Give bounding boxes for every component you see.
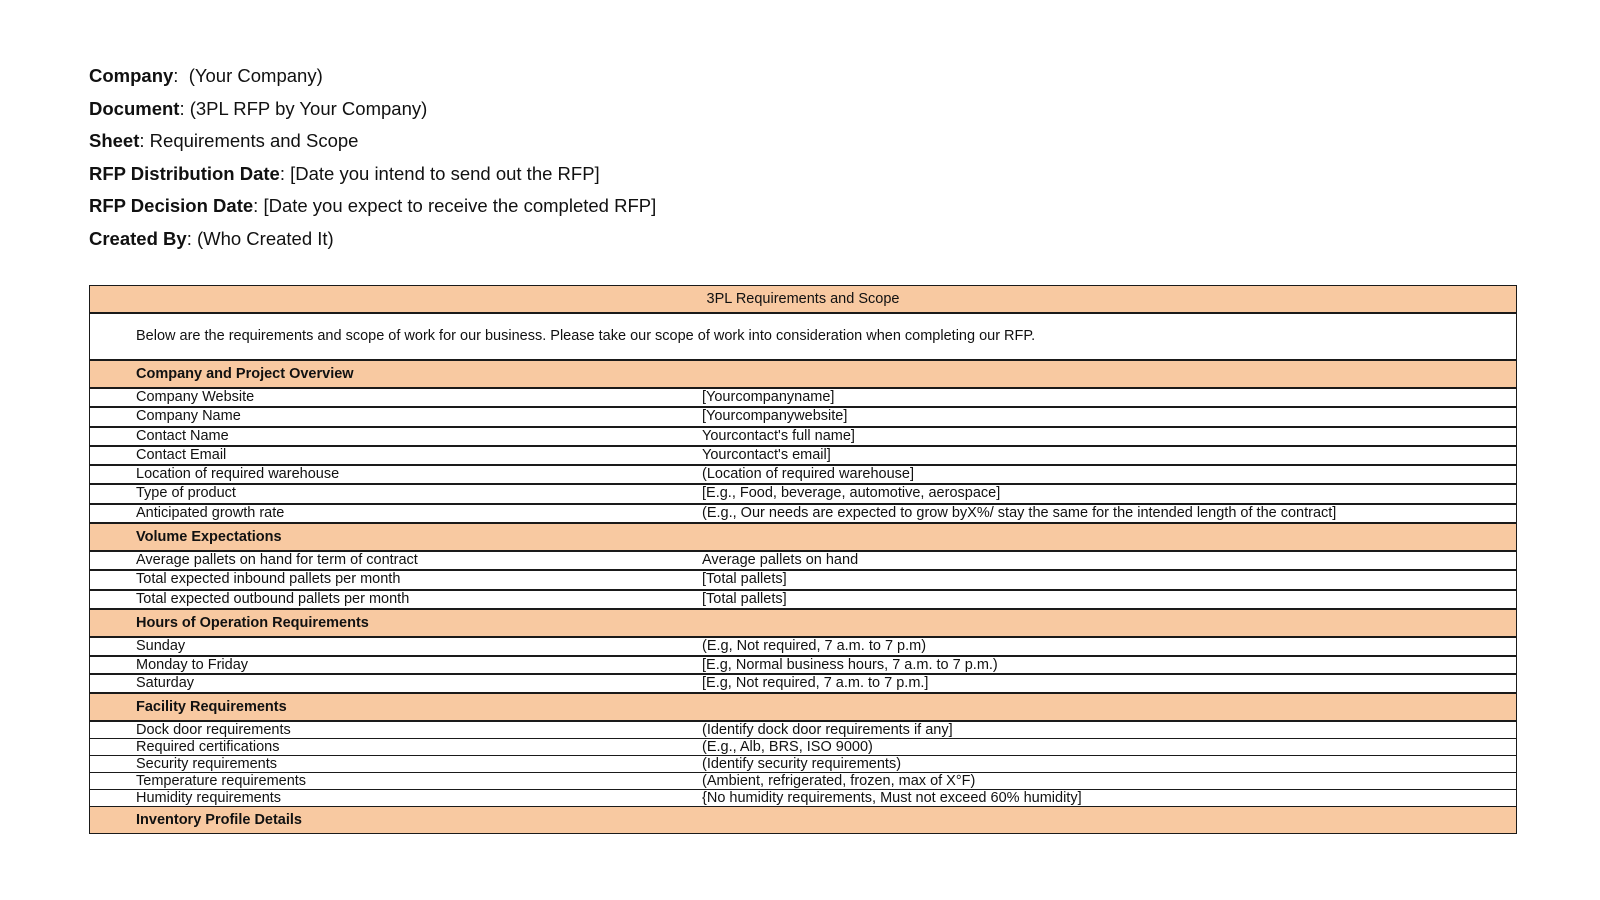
row-value-cell[interactable]: [Total pallets] — [702, 571, 787, 588]
meta-separator: : — [186, 227, 197, 249]
meta-separator: : — [173, 65, 189, 86]
table-row[interactable] — [90, 638, 1516, 657]
row-label: Required certifications — [136, 739, 280, 756]
meta-separator: : — [253, 195, 264, 216]
row-value-cell[interactable]: Yourcontact's email] — [702, 446, 831, 463]
row-label: Company Website — [136, 389, 255, 405]
table-row[interactable] — [90, 675, 1516, 694]
table-row[interactable] — [90, 756, 1516, 773]
meta-label: RFP Decision Date — [89, 195, 254, 216]
row-label: Type of product — [136, 485, 236, 502]
meta-separator: : — [139, 130, 150, 151]
row-value-cell[interactable]: [E.g, Normal business hours, 7 a.m. to 7 p.m.) — [702, 656, 998, 673]
table-row[interactable] — [90, 466, 1516, 485]
row-value-cell[interactable]: (Identify security requirements) — [702, 756, 902, 773]
table-row[interactable] — [90, 571, 1516, 590]
row-label: Security requirements — [136, 756, 278, 773]
row-label: Sunday — [136, 637, 186, 654]
row-value-cell[interactable]: (E.g., Alb, BRS, ISO 9000) — [702, 739, 873, 756]
row-label: Dock door requirements — [136, 722, 291, 739]
meta-value: [Date you intend to send out the RFP] — [290, 162, 600, 184]
meta-label: Created By — [89, 227, 187, 249]
table-row[interactable] — [90, 739, 1516, 756]
meta-label: Document — [89, 97, 180, 119]
row-label: Anticipated growth rate — [136, 504, 285, 521]
meta-value: (3PL RFP by Your Company) — [189, 97, 428, 119]
meta-value: [Date you expect to receive the completed RFP] — [263, 195, 657, 216]
table-row[interactable] — [90, 408, 1516, 427]
row-value-cell[interactable]: [E.g, Not required, 7 a.m. to 7 p.m.] — [702, 675, 929, 692]
row-value-cell[interactable]: {No humidity requirements, Must not exceed 60% humidity] — [702, 790, 1082, 807]
row-value-cell[interactable]: [Yourcompanyname] — [702, 389, 835, 405]
document-metadata — [89, 60, 656, 255]
row-value-cell[interactable]: (E.g, Not required, 7 a.m. to 7 p.m) — [702, 637, 927, 654]
row-label: Monday to Friday — [136, 656, 249, 673]
row-value-cell[interactable]: (Ambient, refrigerated, frozen, max of X°F) — [702, 773, 976, 790]
row-value-cell[interactable]: [Yourcompanywebsite] — [702, 408, 848, 425]
section-header-volume: Volume Expectations — [90, 524, 1516, 552]
meta-label: Sheet — [89, 130, 140, 151]
row-label: Humidity requirements — [136, 790, 282, 807]
row-label: Average pallets on hand for term of contract — [136, 552, 418, 569]
table-row[interactable] — [90, 552, 1516, 571]
row-value-cell[interactable]: (Identify dock door requirements if any] — [702, 722, 953, 739]
table-row[interactable] — [90, 389, 1516, 408]
meta-document — [89, 93, 656, 126]
section-header-inventory: Inventory Profile Details — [90, 807, 1516, 833]
row-label: Location of required warehouse — [136, 466, 340, 483]
table-row[interactable] — [90, 773, 1516, 790]
meta-value: Requirements and Scope — [149, 130, 359, 151]
row-label: Total expected outbound pallets per month — [136, 590, 410, 607]
table-row[interactable] — [90, 447, 1516, 466]
table-row[interactable] — [90, 657, 1516, 676]
row-value-cell[interactable]: [Total pallets] — [702, 590, 787, 607]
row-value-cell[interactable]: [E.g., Food, beverage, automotive, aerospace] — [702, 485, 1001, 502]
section-header-company-overview: Company and Project Overview — [90, 361, 1516, 389]
row-label: Total expected inbound pallets per month — [136, 571, 401, 588]
row-label: Contact Email — [136, 446, 227, 463]
meta-separator: : — [179, 97, 190, 119]
table-intro: Below are the requirements and scope of work for our business. Please take our scope of work into consideration when completing our RFP. — [90, 314, 1516, 361]
table-row[interactable] — [90, 485, 1516, 504]
meta-created-by — [89, 223, 656, 256]
row-value-cell[interactable]: Average pallets on hand — [702, 552, 859, 569]
table-row[interactable] — [90, 591, 1516, 610]
meta-decision-date — [89, 190, 656, 223]
meta-label: Company — [89, 65, 174, 86]
row-label: Saturday — [136, 675, 195, 692]
table-row[interactable] — [90, 505, 1516, 524]
row-value-cell[interactable]: Yourcontact's full name] — [702, 427, 855, 444]
section-header-hours: Hours of Operation Requirements — [90, 610, 1516, 638]
table-row[interactable] — [90, 428, 1516, 447]
meta-separator: : — [279, 162, 291, 184]
row-label: Temperature requirements — [136, 773, 307, 790]
meta-label: RFP Distribution Date — [89, 162, 280, 184]
row-label: Contact Name — [136, 427, 229, 444]
section-header-facility: Facility Requirements — [90, 694, 1516, 722]
requirements-table — [89, 285, 1517, 834]
table-row[interactable] — [90, 722, 1516, 739]
meta-company — [89, 60, 656, 93]
row-value-cell[interactable]: (Location of required warehouse] — [702, 466, 914, 483]
row-label: Company Name — [136, 408, 241, 425]
table-row[interactable] — [90, 790, 1516, 807]
meta-distribution-date — [89, 158, 656, 191]
meta-value: (Your Company) — [188, 65, 323, 86]
table-title: 3PL Requirements and Scope — [90, 286, 1516, 314]
meta-value: (Who Created It) — [196, 227, 334, 249]
meta-sheet — [89, 125, 656, 158]
row-value-cell[interactable]: (E.g., Our needs are expected to grow byX%/ stay the same for the intended length of the contract] — [702, 504, 1337, 521]
